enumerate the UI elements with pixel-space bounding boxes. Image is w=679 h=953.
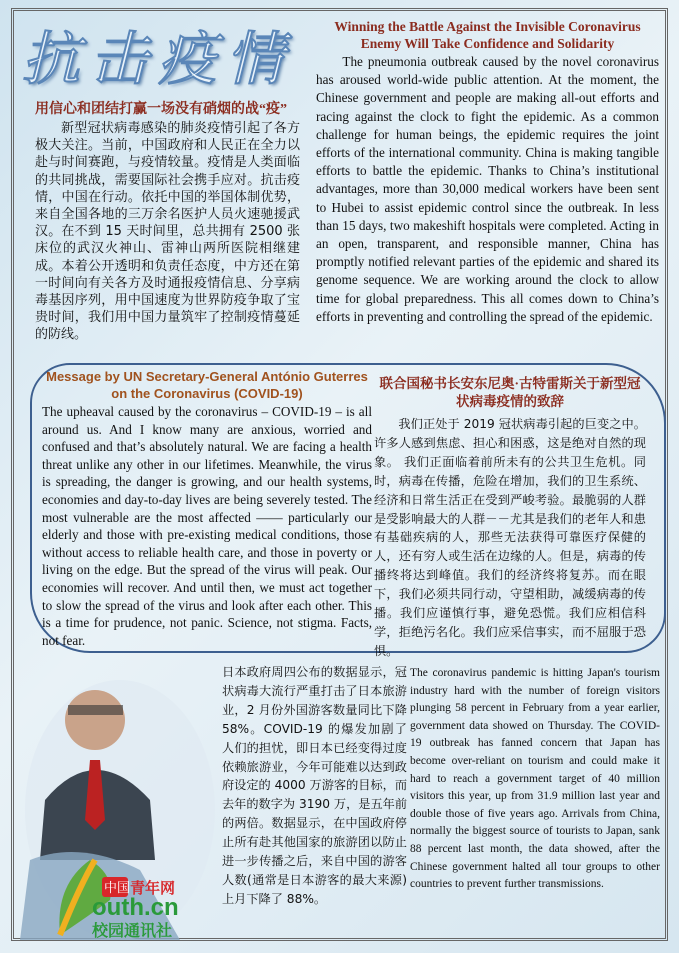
article-heading: 联合国秘书长安东尼奥·古特雷斯关于新型冠状病毒疫情的致辞 bbox=[379, 376, 641, 409]
svg-text:outh.cn: outh.cn bbox=[92, 894, 179, 921]
article-heading: 用信心和团结打赢一场没有硝烟的战“疫” bbox=[35, 102, 287, 117]
un-message-box bbox=[30, 363, 666, 658]
article-body: 新型冠状病毒感染的肺炎疫情引起了各方极大关注。当前，中国政府和人民正在全力以赴与时间赛跑，与疫情较量。疫情是人类面临的共同挑战，需要国际社会携手应对。抗击疫情，中国在行动。依托中国的举国体制优势，来自全国各地的三万余名医护人员火速驰援武汉。在不到 15 天时间里，总共拥有 2500 张床位的武汉火神山、雷神山两所医院相继建成。本着公开透明和负责任态度，中方还在第一时间向有关各方及时通报疫情信息、分享病毒基因序列，用中国速度为世界防疫争取了宝贵时间，我们用中国力量筑牢了控制疫情蔓延的防线。 bbox=[35, 121, 300, 343]
article-heading: Message by UN Secretary-General António Guterres on the Coronavirus (COVID-19) bbox=[46, 369, 368, 401]
japan-tourism-chinese bbox=[222, 663, 407, 909]
un-message-chinese bbox=[374, 375, 646, 661]
top-right-article bbox=[316, 18, 659, 326]
svg-text:校园通讯社: 校园通讯社 bbox=[92, 921, 173, 940]
article-body: The upheaval caused by the coronavirus – COVID-19 – is all around us. And I know many are anxious, worried and confused and that’s absolutely natural. We are facing a health threat unlike any other in our lifetimes. Meanwhile, the virus is spreading, the danger is growing, and our health systems, economies and day-to-day lives are being severely tested. The most vulnerable are the most affected —— particularly our elderly and those with pre-existing medical conditions, those without access to reliable health care, and those in poverty or living on the edge. But the spread of the virus will peak. Our economies will recover. And until then, we must act together to slow the spread of the virus and look after each other. This is a time for prudence, not panic. Science, not stigma. Facts, not fear. bbox=[42, 404, 372, 648]
article-body: The pneumonia outbreak caused by the novel coronavirus has aroused world-wide public attention. At the moment, the Chinese government and people are making all-out efforts and racing against the clock to fight the epidemic. As a common challenge for human beings, the epidemic requires the joint efforts of the international community. China is making tangible efforts to battle the epidemic. Thanks to China’s institutional advantages, more than 30,000 medical workers have been sent to Hubei to assist epidemic control since the outbreak. In less than 15 days, two makeshift hospitals were completed. Acting in an open, transparent, and responsible manner, China has promptly notified relevant parties of the epidemic and shared its genome sequence. We are working around the clock to allow time for global preparedness. This all comes down to China’s efforts in preventing and controlling the spread of the epidemic. bbox=[316, 54, 659, 324]
svg-text:青年网: 青年网 bbox=[130, 879, 176, 897]
article-body: 日本政府周四公布的数据显示，冠状病毒大流行严重打击了日本旅游业，2 月份外国游客数量同比下降 58%。COVID-19 的爆发加剧了人们的担忧，即日本已经变得过度依赖旅游业，今年可能难以达到政府设定的 4000 万游客的目标，而去年的数字为 3190 万，是五年前的两倍。数据显示，在中国政府停止所有赴其他国家的旅游团以防止进一步传播之后，来自中国的游客人数(通常是日本游客的最大来源)上月下降了 88%。 bbox=[222, 665, 408, 906]
japan-tourism-english bbox=[410, 665, 660, 894]
article-body: The coronavirus pandemic is hitting Japan's tourism industry hard with the number of foreign visitors plunging 58 percent in February from a year earlier, government data showed on Thursday. The COVID-19 outbreak has fanned concern that Japan has become over-reliant on tourism and could make it hard to reach a government target of 40 million visitors this year, up from 31.9 million last year and double those of five years ago. Arrivals from China, normally the biggest source of tourists to Japan, sank 88 percent last month, the data showed, after the Chinese government halted all tour groups to other countries to prevent further transmissions. bbox=[410, 667, 660, 891]
top-left-article bbox=[35, 100, 300, 344]
svg-text:中国: 中国 bbox=[104, 881, 131, 896]
youth-cn-logo bbox=[40, 845, 190, 940]
un-message-english bbox=[42, 368, 372, 649]
article-heading: Winning the Battle Against the Invisible Coronavirus Enemy Will Take Confidence and Solidarity bbox=[334, 19, 641, 51]
article-body: 我们正处于 2019 冠状病毒引起的巨变之中。许多人感到焦虑、担心和困惑，这是绝对自然的现象。 我们正面临着前所未有的公共卫生危机。同时，病毒在传播，危险在增加，我们的卫生系统、经济和日常生活正在受到严峻考验。最脆弱的人群是受影响最大的人群－－尤其是我们的老年人和患有基础疾病的人，那些无法获得可靠医疗保健的人，还有穷人或生活在边缘的人。但是，病毒的传播终将达到峰值。我们的经济终将复苏。而在眼下，我们必须共同行动，守望相助，减缓病毒的传播。我们应谨慎行事，避免恐慌。我们应相信科学，拒绝污名化。我们应采信事实，而不屈服于恐惧。 bbox=[374, 417, 646, 658]
page-title: 抗击疫情 bbox=[22, 25, 295, 93]
